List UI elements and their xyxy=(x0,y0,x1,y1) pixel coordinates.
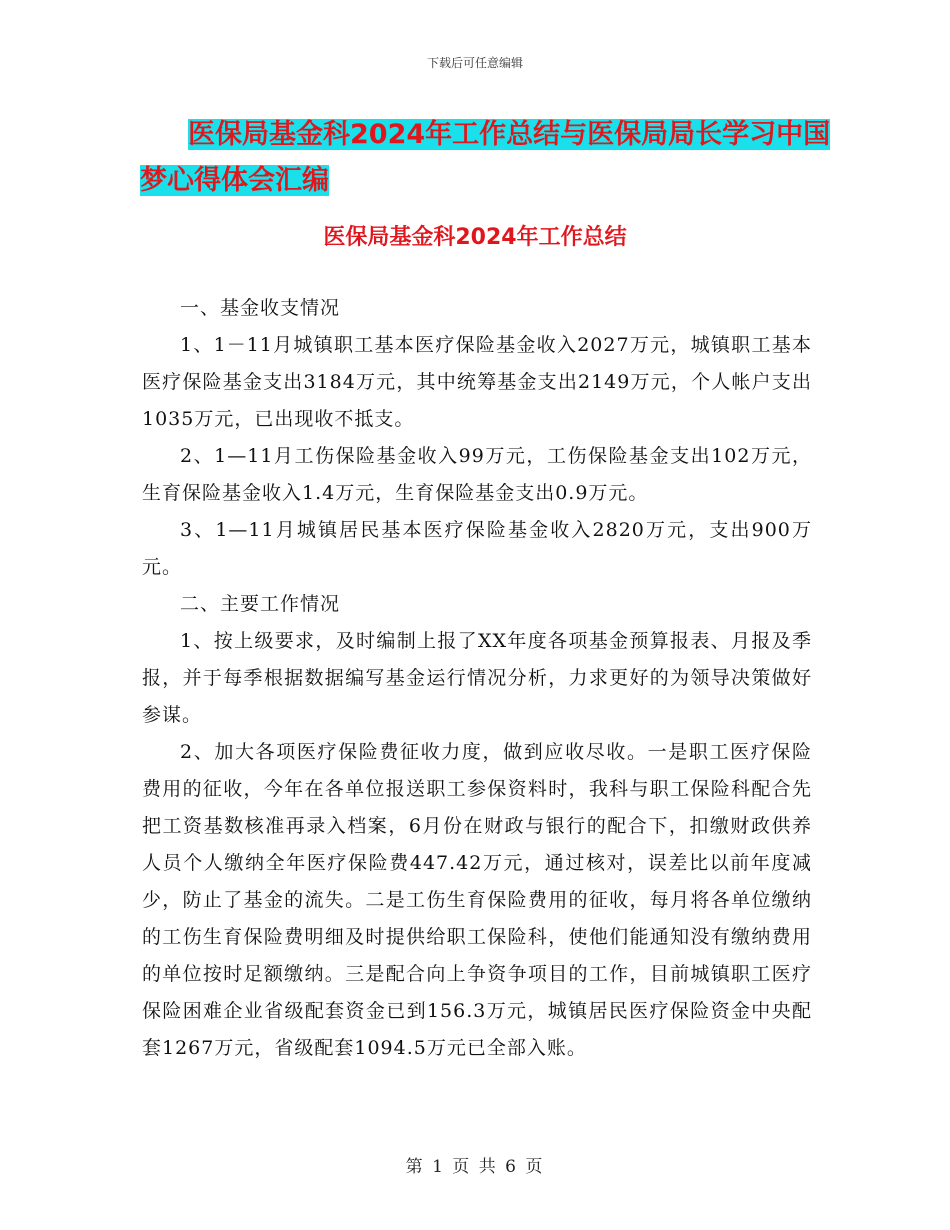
document-title xyxy=(140,112,860,204)
title-line-2: 梦心得体会汇编 xyxy=(140,165,329,196)
page-number: 第 1 页 共 6 页 xyxy=(405,1157,545,1177)
heading-fund-income-expenditure: 一、基金收支情况 xyxy=(180,297,341,319)
title-line-1: 医保局基金科2024年工作总结与医保局局长学习中国 xyxy=(188,119,831,150)
paragraph-fee-collection: 2、加大各项医疗保险费征收力度，做到应收尽收。一是职工医疗保险费用的征收，今年在各单位报送职工参保资料时，我科与职工保险科配合先把工资基数核准再录入档案，6月份在财政与银行的配合下，扣缴财政供养人员个人缴纳全年医疗保险费447.42万元，通过核对，误差比以前年度减少，防止了基金的流失。二是工伤生育保险费用的征收，每月将各单位缴纳的工伤生育保险费明细及时提供给职工保险科，使他们能通知没有缴纳费用的单位按时足额缴纳。三是配合向上争资争项目的工作，目前城镇职工医疗保险困难企业省级配套资金已到156.3万元，城镇居民医疗保险资金中央配套1267万元，省级配套1094.5万元已全部入账。 xyxy=(142,741,812,1059)
heading-main-work: 二、主要工作情况 xyxy=(180,593,341,615)
paragraph-budget-reports: 1、按上级要求，及时编制上报了XX年度各项基金预算报表、月报及季报，并于每季根据数据编写基金运行情况分析，力求更好的为领导决策做好参谋。 xyxy=(142,630,812,726)
header-note: 下载后可任意编辑 xyxy=(426,56,523,70)
document-body xyxy=(142,290,812,1067)
paragraph-resident-medical-fund: 3、1—11月城镇居民基本医疗保险基金收入2820万元，支出900万元。 xyxy=(142,519,812,578)
section-title: 医保局基金科2024年工作总结 xyxy=(323,225,627,250)
paragraph-injury-maternity-fund: 2、1—11月工伤保险基金收入99万元，工伤保险基金支出102万元，生育保险基金收入1.4万元，生育保险基金支出0.9万元。 xyxy=(142,445,812,504)
paragraph-employee-medical-fund: 1、1－11月城镇职工基本医疗保险基金收入2027万元，城镇职工基本医疗保险基金支出3184万元，其中统筹基金支出2149万元，个人帐户支出1035万元，已出现收不抵支。 xyxy=(142,334,812,430)
